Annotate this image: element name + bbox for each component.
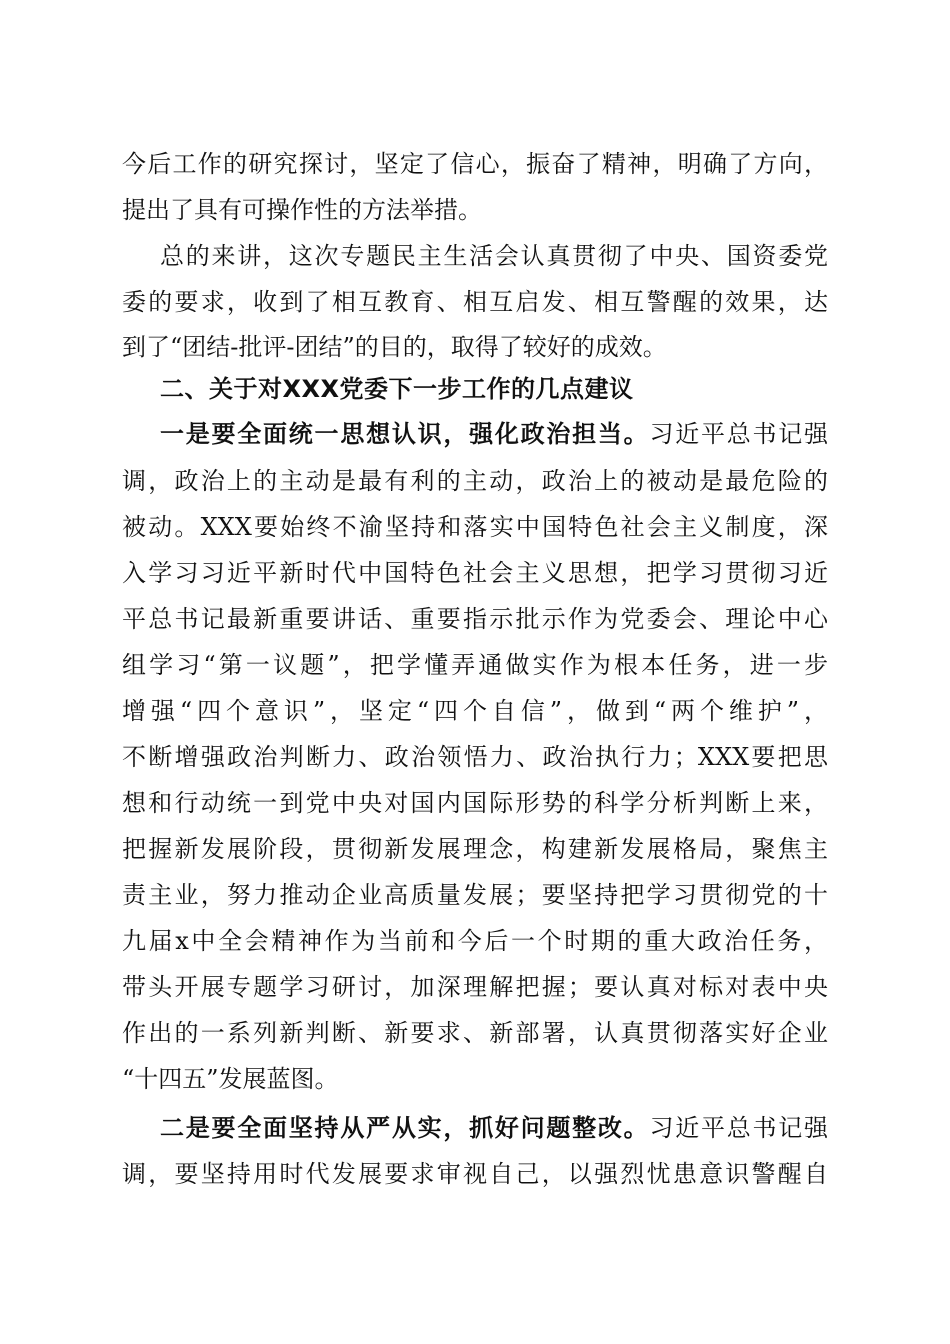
text-line: 提出了具有可操作性的方法举措。: [122, 196, 482, 224]
text-line: 想和行动统一到党中央对国内国际形势的科学分析判断上来，: [122, 789, 828, 817]
text-line: 总的来讲，这次专题民主生活会认真贯彻了中央、国资委党: [160, 242, 828, 270]
text-line: 被动。XXX要始终不渝坚持和落实中国特色社会主义制度，深: [122, 513, 828, 541]
text-line: 组学习“第一议题”，把学懂弄通做实作为根本任务，进一步: [122, 651, 828, 679]
paragraph-lead: 二是要全面坚持从严从实，抓好问题整改。: [160, 1113, 650, 1142]
text-line: 入学习习近平新时代中国特色社会主义思想，把学习贯彻习近: [122, 559, 828, 587]
section-heading: 二、关于对XXX党委下一步工作的几点建议: [160, 375, 634, 403]
paragraph-lead-rest: 习近平总书记强: [649, 420, 829, 448]
text-line: 到了“团结-批评-团结”的目的，取得了较好的成效。: [122, 333, 667, 361]
paragraph-lead: 一是要全面统一思想认识，强化政治担当。: [160, 419, 650, 448]
text-line: 九届x中全会精神作为当前和今后一个时期的重大政治任务，: [122, 927, 828, 955]
text-line: 不断增强政治判断力、政治领悟力、政治执行力；XXX要把思: [122, 743, 828, 771]
paragraph-lead-rest: 习近平总书记强: [649, 1114, 829, 1142]
text-line: 作出的一系列新判断、新要求、新部署，认真贯彻落实好企业: [122, 1019, 828, 1047]
text-line: 委的要求，收到了相互教育、相互启发、相互警醒的效果，达: [122, 288, 828, 316]
text-line: 调，要坚持用时代发展要求审视自己，以强烈忧患意识警醒自: [122, 1160, 828, 1188]
text-line: 调，政治上的主动是最有利的主动，政治上的被动是最危险的: [122, 467, 828, 495]
text-line: 把握新发展阶段，贯彻新发展理念，构建新发展格局，聚焦主: [122, 835, 828, 863]
text-line: 责主业，努力推动企业高质量发展；要坚持把学习贯彻党的十: [122, 881, 828, 909]
text-line: 增强“四个意识”，坚定“四个自信”，做到“两个维护”，: [122, 697, 828, 725]
text-line: 带头开展专题学习研讨，加深理解把握；要认真对标对表中央: [122, 973, 828, 1001]
paragraph-lead-line: [160, 1108, 828, 1148]
paragraph-lead-line: [160, 414, 828, 454]
text-line: 今后工作的研究探讨，坚定了信心，振奋了精神，明确了方向，: [122, 150, 828, 178]
text-line: “十四五”发展蓝图。: [122, 1065, 339, 1093]
text-line: 平总书记最新重要讲话、重要指示批示作为党委会、理论中心: [122, 605, 828, 633]
